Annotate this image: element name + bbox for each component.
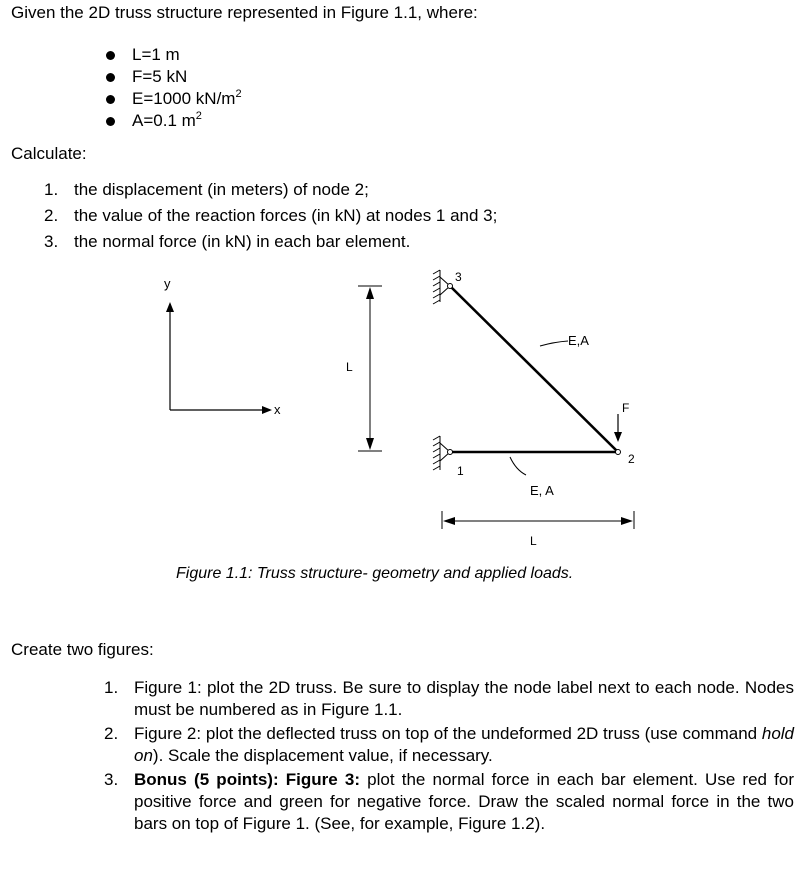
intro-text: Given the 2D truss structure represented in Figure 1.1, where: [11,3,478,22]
given-modulus: E=1000 $kN/m^2$ [104,88,242,110]
axis-x-label: x [274,402,281,417]
node-2 [616,450,621,455]
node-1-label: 1 [457,464,464,478]
dim-horizontal-label: L [530,534,537,548]
figure-caption: Figure 1.1: Truss structure- geometry and applied loads. [176,565,574,582]
calculate-list [44,177,497,255]
force-label: F [622,401,630,415]
truss-figure [150,262,650,562]
horizontal-dimension [442,511,634,529]
coordinate-axes [170,304,270,410]
calc-item: 3. the normal force (in kN) in each bar element. [44,232,411,251]
vertical-dimension [358,286,382,451]
node-1 [448,450,453,455]
leader-diagonal [540,341,568,346]
axis-y-label: y [164,276,171,291]
task-list [104,677,794,837]
node-3-label: 3 [455,270,462,284]
node-3 [448,284,453,289]
create-heading: Create two figures: [11,640,154,659]
calc-item: 1. the displacement (in meters) of node 2; [44,180,369,199]
given-values-list [104,44,242,132]
node-2-label: 2 [628,452,635,466]
task-item: 3. Bonus (5 points): Figure 3: plot the normal force in each bar element. Use red for positive force and green for negative force. Draw the scaled normal force in the two bars on top of Figure 1. (See, for example, Figure 1.2). [104,770,794,833]
given-length: L=1 m [104,44,242,66]
bar-diagonal [450,286,618,452]
given-force: F=5 kN [104,66,242,88]
bar-horizontal-label: E, A [530,483,554,498]
given-area: A=0.1 $m^2$ [104,110,242,132]
task-item: 2. Figure 2: plot the deflected truss on top of the undeformed 2D truss (use command hold on). Scale the displacement value, if necessary. [104,724,794,765]
leader-horizontal [510,457,526,475]
dim-vertical-label: L [346,360,353,374]
bar-diagonal-label: E,A [568,333,589,348]
calculate-heading: Calculate: [11,144,87,163]
calc-item: 2. the value of the reaction forces (in kN) at nodes 1 and 3; [44,206,498,225]
task-item: 1. Figure 1: plot the 2D truss. Be sure to display the node label next to each node. Nodes must be numbered as in Figure 1.1. [104,678,794,719]
